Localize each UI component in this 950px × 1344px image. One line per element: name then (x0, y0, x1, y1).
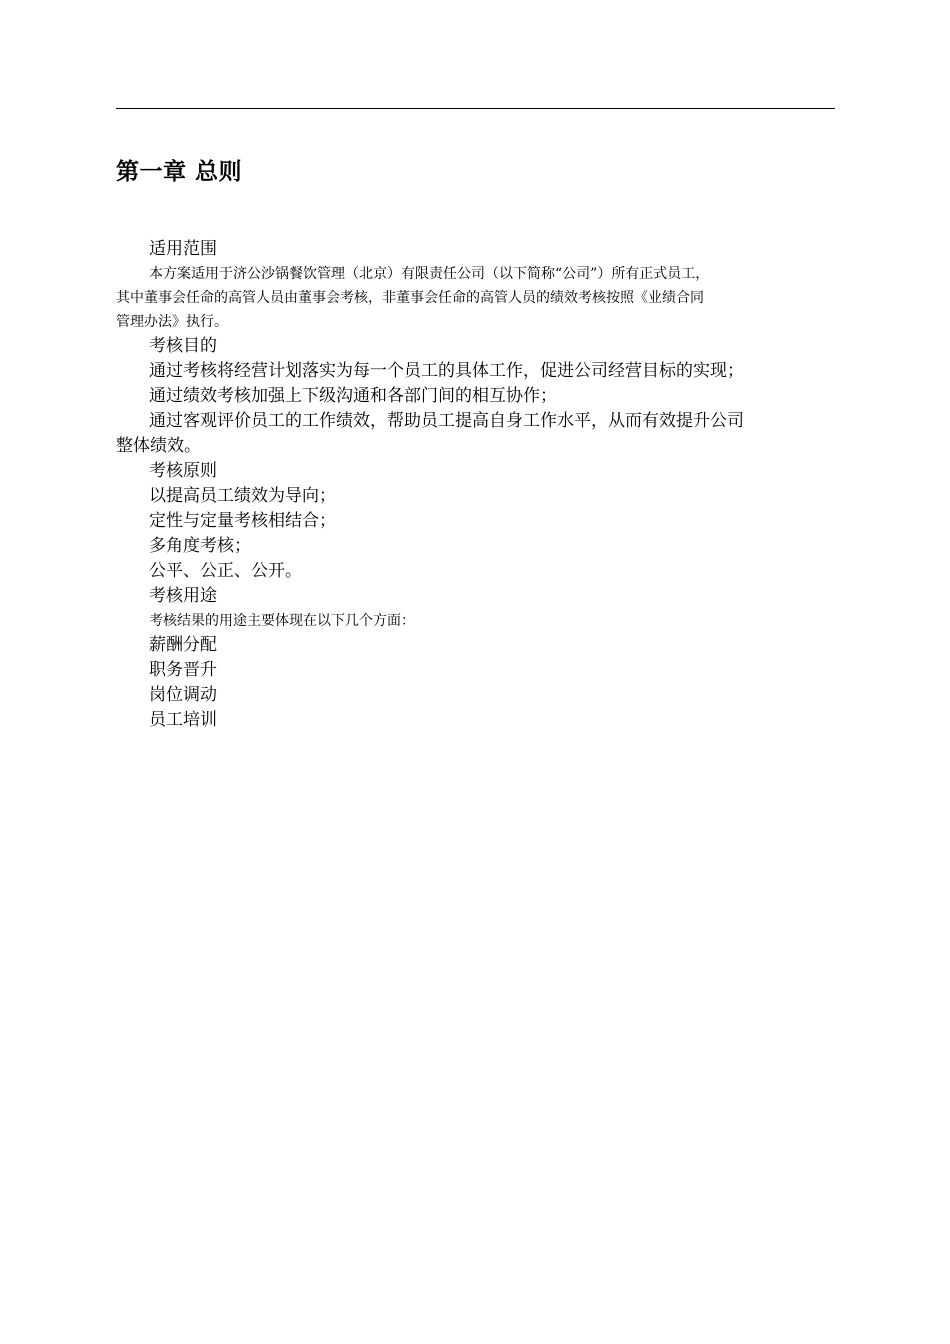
paragraph-line: 考核结果的用途主要体现在以下几个方面： (149, 613, 415, 629)
paragraph-line: 整体绩效。 (116, 436, 201, 456)
paragraph-line: 其中董事会任命的高管人员由董事会考核，非董事会任命的高管人员的绩效考核按照《业绩合同 (116, 290, 704, 306)
list-item: 以提高员工绩效为导向； (149, 486, 336, 506)
paragraph-line: 通过客观评价员工的工作绩效，帮助员工提高自身工作水平，从而有效提升公司 (149, 411, 744, 431)
paragraph-line: 通过绩效考核加强上下级沟通和各部门间的相互协作； (149, 386, 557, 406)
section-heading-usage: 考核用途 (149, 586, 217, 606)
section-heading-purpose: 考核目的 (149, 336, 217, 356)
list-item: 多角度考核； (149, 536, 251, 556)
list-item: 员工培训 (149, 710, 217, 730)
paragraph-line: 管理办法》执行。 (116, 314, 228, 330)
chapter-title: 第一章 总则 (116, 159, 243, 185)
paragraph-line: 通过考核将经营计划落实为每一个员工的具体工作，促进公司经营目标的实现； (149, 361, 744, 381)
document-body (116, 237, 835, 733)
paragraph-line: 本方案适用于济公沙锅餐饮管理（北京）有限责任公司（以下简称“公司”）所有正式员工， (149, 266, 710, 282)
section-heading-principles: 考核原则 (149, 461, 217, 481)
list-item: 公平、公正、公开。 (149, 561, 302, 581)
list-item: 定性与定量考核相结合； (149, 511, 336, 531)
section-heading-scope: 适用范围 (149, 239, 217, 259)
list-item: 岗位调动 (149, 685, 217, 705)
list-item: 薪酬分配 (149, 635, 217, 655)
list-item: 职务晋升 (149, 660, 217, 680)
header-rule (116, 108, 835, 109)
